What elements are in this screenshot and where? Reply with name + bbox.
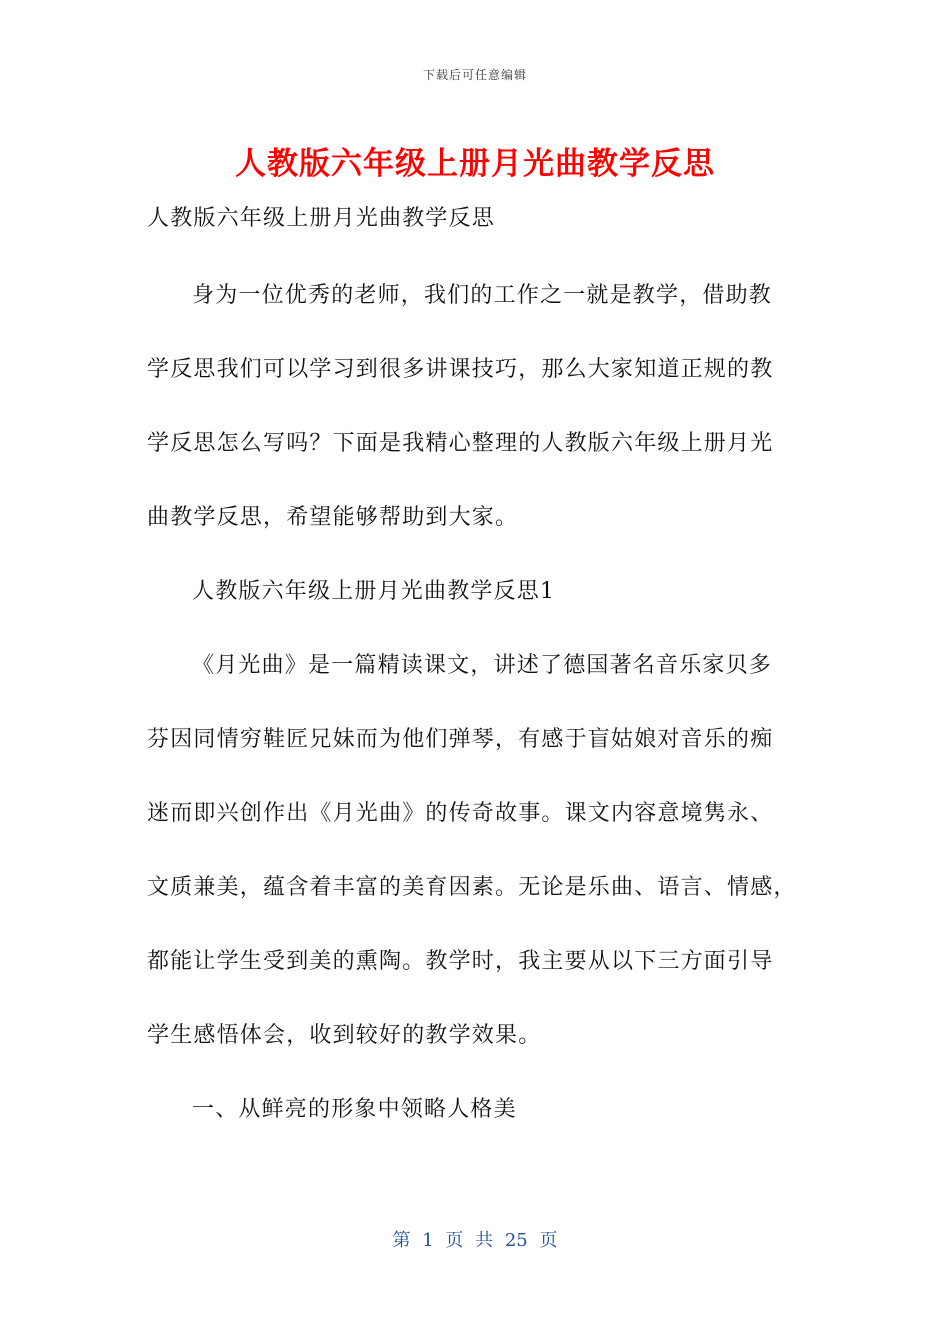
paragraph-line: 迷而即兴创作出《月光曲》的传奇故事。课文内容意境隽永、 (147, 801, 774, 826)
section-heading: 人教版六年级上册月光曲教学反思1 (192, 579, 556, 604)
paragraph-line: 《月光曲》是一篇精读课文，讲述了德国著名音乐家贝多 (192, 653, 773, 678)
subsection-heading: 一、从鲜亮的形象中领略人格美 (192, 1097, 517, 1122)
paragraph-line: 文质兼美，蕴含着丰富的美育因素。无论是乐曲、语言、情感， (147, 875, 797, 900)
document-title: 人教版六年级上册月光曲教学反思 (235, 146, 715, 182)
paragraph-line: 身为一位优秀的老师，我们的工作之一就是教学，借助教 (192, 283, 773, 308)
subtitle-line: 人教版六年级上册月光曲教学反思 (147, 206, 496, 231)
page-number-footer: 第 1 页 共 25 页 (392, 1230, 558, 1251)
header-note: 下载后可任意编辑 (422, 68, 527, 82)
paragraph-line: 学反思我们可以学习到很多讲课技巧，那么大家知道正规的教 (147, 357, 774, 382)
paragraph-line: 曲教学反思，希望能够帮助到大家。 (147, 505, 519, 530)
paragraph-line: 芬因同情穷鞋匠兄妹而为他们弹琴，有感于盲姑娘对音乐的痴 (147, 727, 774, 752)
paragraph-line: 学反思怎么写吗？下面是我精心整理的人教版六年级上册月光 (147, 431, 774, 456)
paragraph-line: 都能让学生受到美的熏陶。教学时，我主要从以下三方面引导 (147, 949, 774, 974)
paragraph-line: 学生感悟体会，收到较好的教学效果。 (147, 1023, 542, 1048)
